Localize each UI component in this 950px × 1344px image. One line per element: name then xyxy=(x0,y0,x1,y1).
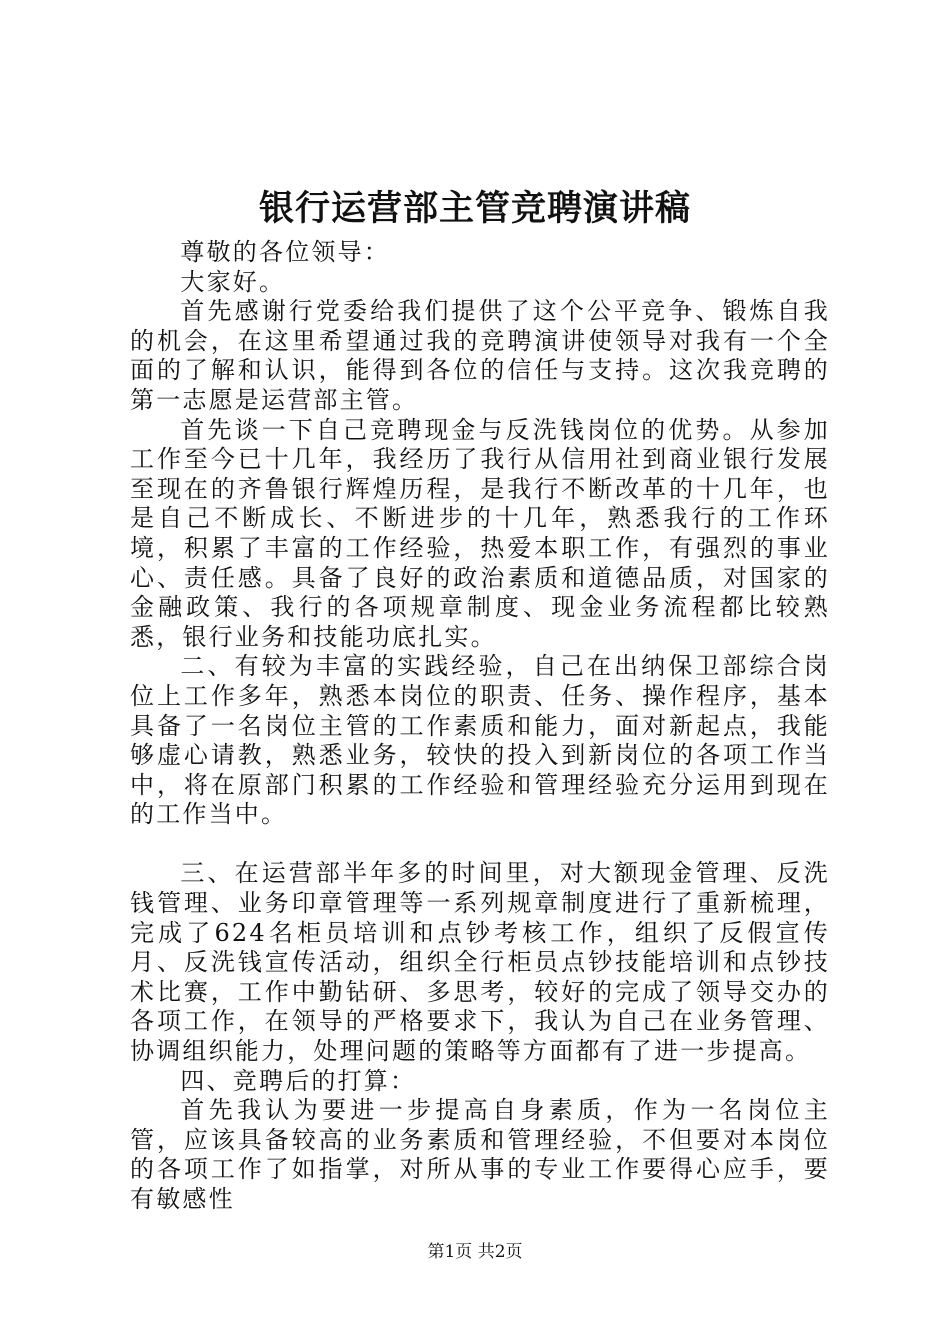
paragraph-plans: 首先我认为要进一步提高自身素质，作为一名岗位主管，应该具备较高的业务素质和管理经验，不但要对本岗位的各项工作了如指掌，对所从事的专业工作要得心应手，要有敏感性 xyxy=(130,1096,830,1213)
paragraph-experience: 二、有较为丰富的实践经验，自己在出纳保卫部综合岗位上工作多年，熟悉本岗位的职责、任务、操作程序，基本具备了一名岗位主管的工作素质和能力，面对新起点，我能够虚心请教，熟悉业务，较快的投入到新岗位的各项工作当中，将在原部门积累的工作经验和管理经验充分运用到现在的工作当中。 xyxy=(130,652,830,829)
paragraph-achievements: 三、在运营部半年多的时间里，对大额现金管理、反洗钱管理、业务印章管理等一系列规章制度进行了重新梳理，完成了624名柜员培训和点钞考核工作，组织了反假宣传月、反洗钱宣传活动，组织全行柜员点钞技能培训和点钞技术比赛，工作中勤钻研、多思考，较好的完成了领导交办的各项工作，在领导的严格要求下，我认为自己在业务管理、协调组织能力，处理问题的策略等方面都有了进一步提高。 xyxy=(130,859,830,1066)
section-heading-plans: 四、竞聘后的打算： xyxy=(180,1066,417,1095)
greeting: 大家好。 xyxy=(180,267,286,296)
paragraph-spacer xyxy=(130,830,830,860)
document-body xyxy=(130,238,830,1215)
paragraph-advantages: 首先谈一下自己竞聘现金与反洗钱岗位的优势。从参加工作至今已十几年，我经历了我行从信用社到商业银行发展至现在的齐鲁银行辉煌历程，是我行不断改革的十几年，也是自己不断成长、不断进步的十几年，熟悉我行的工作环境，积累了丰富的工作经验，热爱本职工作，有强烈的事业心、责任感。具备了良好的政治素质和道德品质，对国家的金融政策、我行的各项规章制度、现金业务流程都比较熟悉，银行业务和技能功底扎实。 xyxy=(130,415,830,651)
page-footer: 第1页 共2页 xyxy=(427,1242,523,1262)
document-title: 银行运营部主管竞聘演讲稿 xyxy=(258,188,691,229)
paragraph-intro: 首先感谢行党委给我们提供了这个公平竞争、锻炼自我的机会，在这里希望通过我的竞聘演讲使领导对我有一个全面的了解和认识，能得到各位的信任与支持。这次我竞聘的第一志愿是运营部主管。 xyxy=(130,297,830,414)
salutation: 尊敬的各位领导： xyxy=(180,238,390,266)
